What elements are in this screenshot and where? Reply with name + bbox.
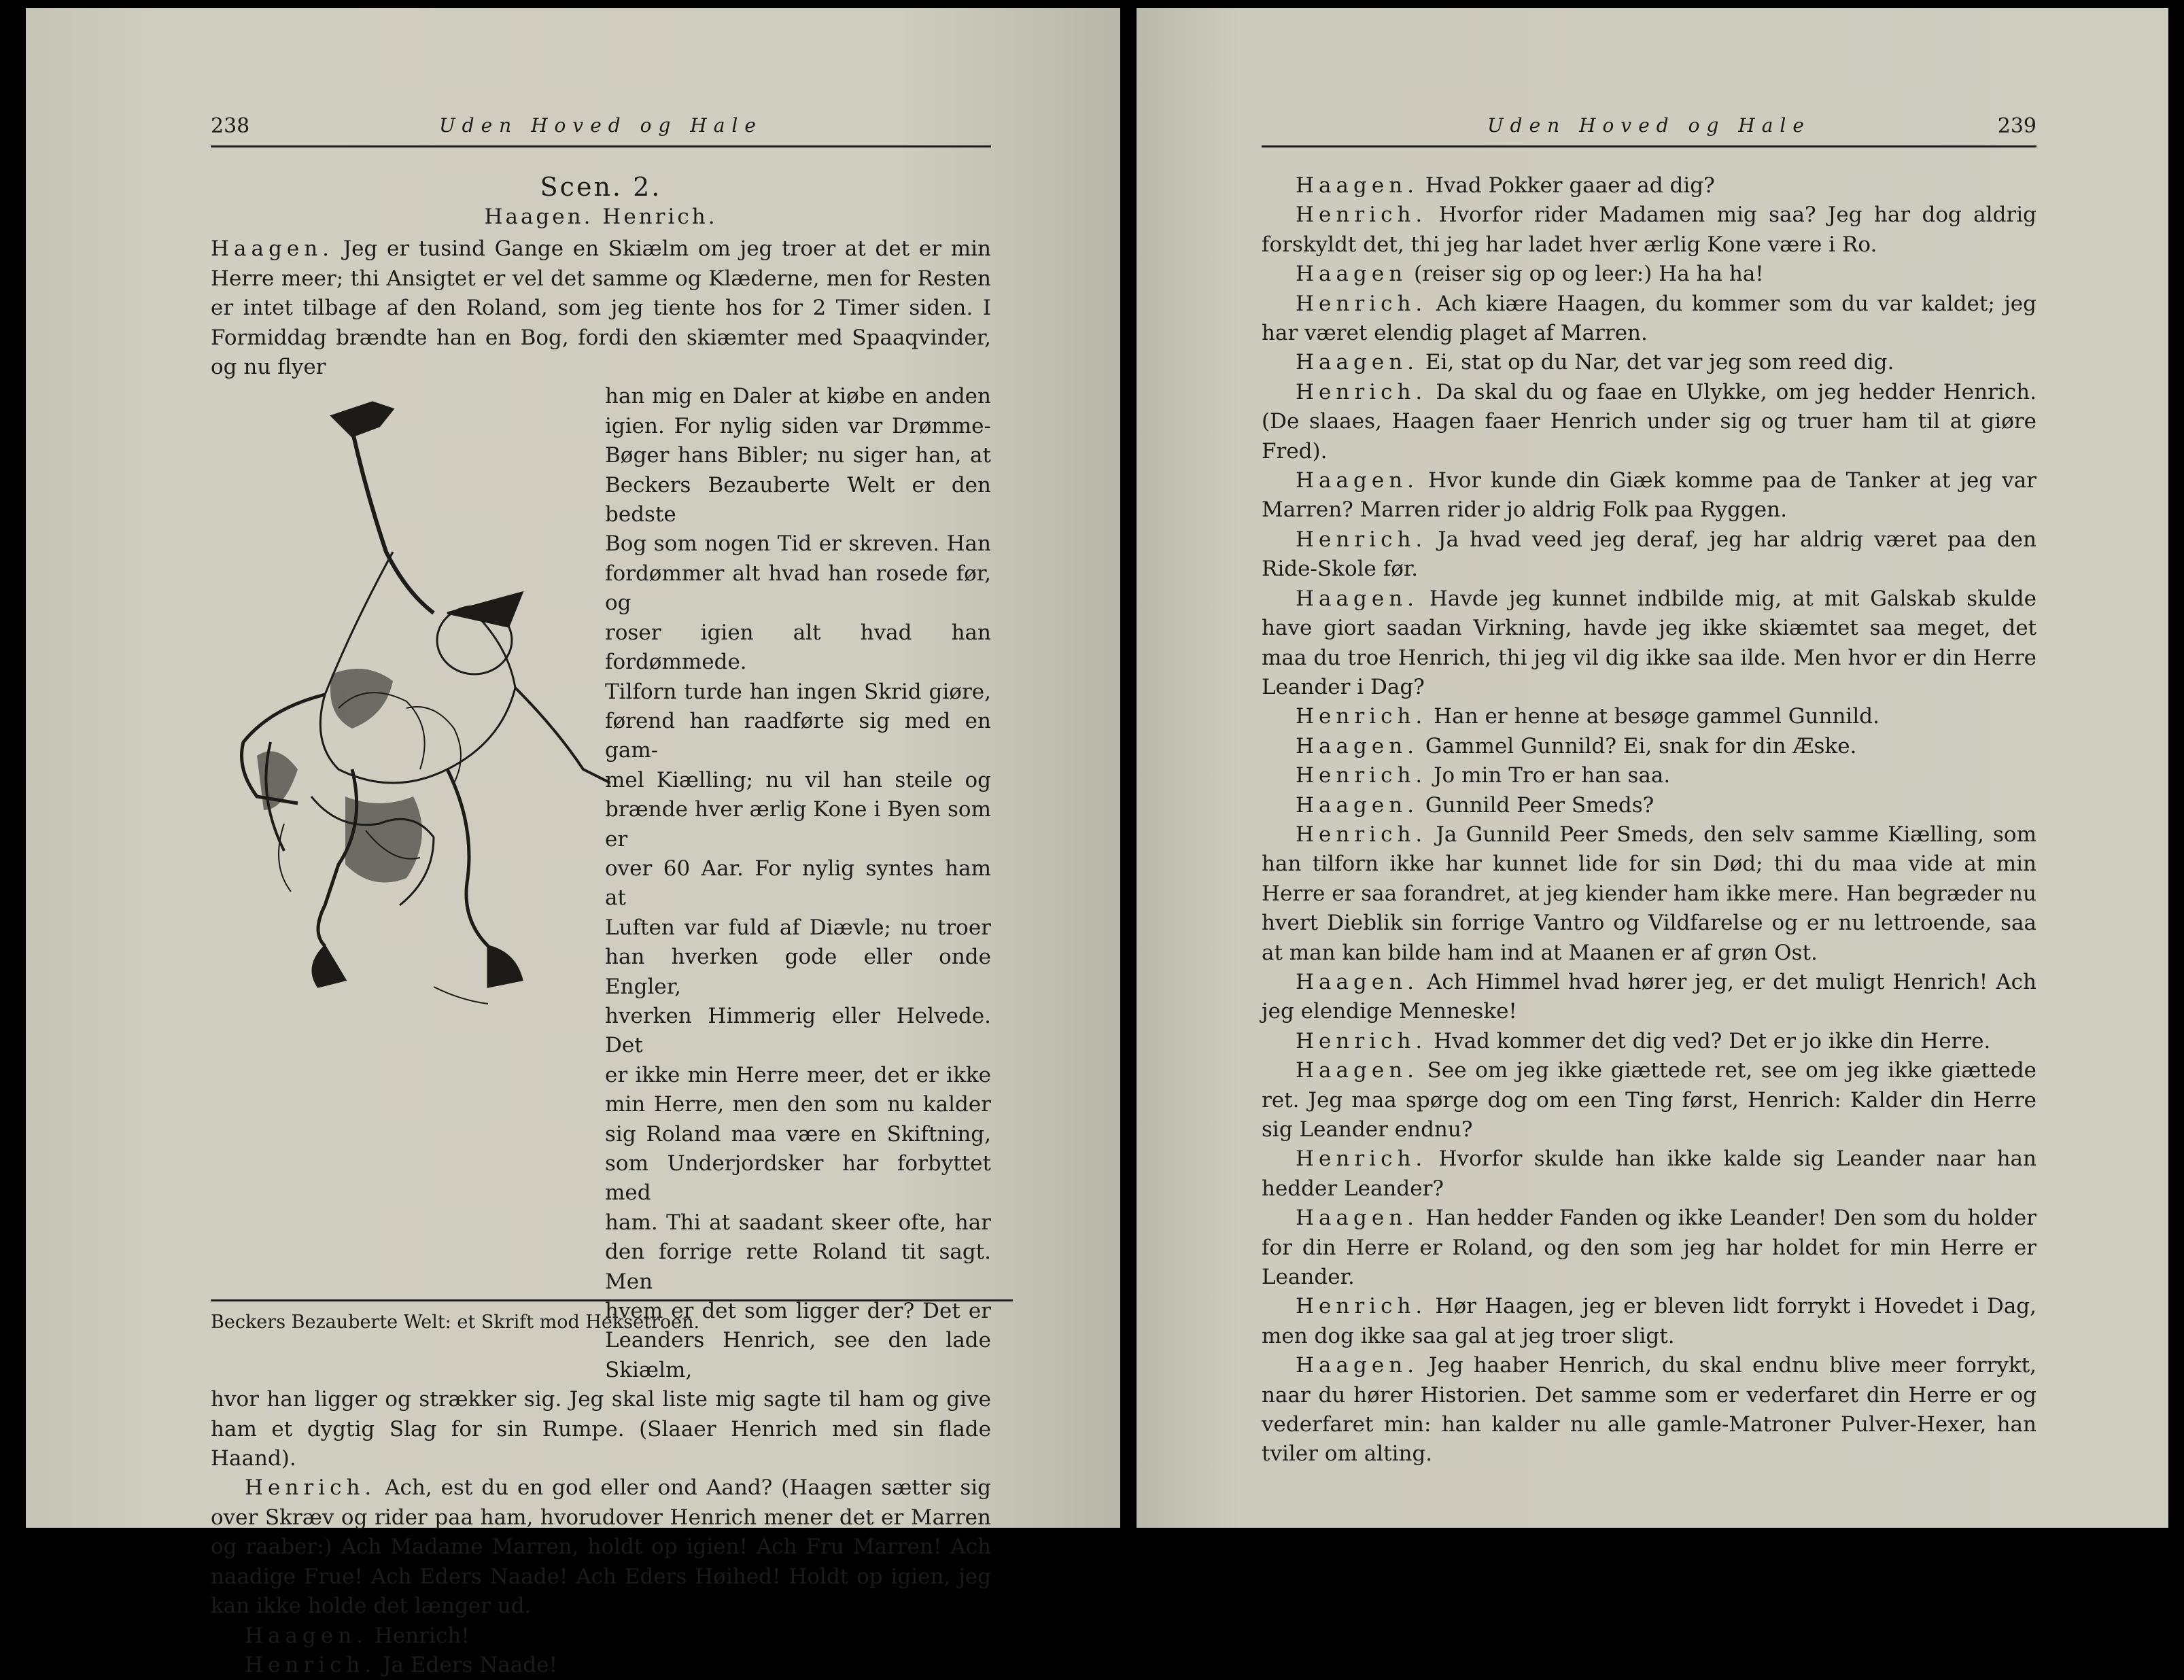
speaker-name: Haagen. xyxy=(1296,1206,1419,1231)
dialogue-text: hvor han ligger og strækker sig. Jeg skal liste mig sagte til ham og give ham et dygtig Slag for sin Rumpe. (Slaaer Henrich med sin flade Haand). xyxy=(211,1387,991,1471)
text-line: mel Kiælling; nu vil han steile og xyxy=(605,767,991,792)
dialogue-text: Henrich! xyxy=(374,1623,470,1648)
dialogue-paragraph xyxy=(1262,260,2036,289)
running-title: Uden Hoved og Hale xyxy=(439,114,763,137)
dialogue-paragraph xyxy=(211,1473,991,1621)
text-line: sig Roland maa være en Skiftning, xyxy=(605,1121,991,1147)
speaker-name: Henrich. xyxy=(1296,291,1427,316)
text-line: roser igien alt hvad han fordømmede. xyxy=(605,620,991,675)
speaker-name: Henrich. xyxy=(1296,1294,1427,1319)
speaker-name: Henrich. xyxy=(245,1652,377,1677)
text-line: Tilforn turde han ingen Skrid giøre, xyxy=(605,679,991,704)
speaker-name: Henrich. xyxy=(1296,1028,1427,1053)
text-line: Bøger hans Bibler; nu siger han, at xyxy=(605,443,991,468)
right-page xyxy=(1137,8,2168,1528)
page-number: 239 xyxy=(1997,114,2036,138)
speaker-name: Henrich. xyxy=(1296,822,1427,847)
speaker-name: Henrich. xyxy=(1296,1147,1427,1172)
speaker-name: Haagen. xyxy=(1296,733,1419,758)
text-line: han hverken gode eller onde Engler, xyxy=(605,945,991,999)
dialogue-text: See om jeg ikke giættede ret, see om jeg ikke giættede ret. Jeg maa spørge dog om een Ting først, Henrich: Kalder din Herre sig Leander endnu? xyxy=(1262,1058,2037,1142)
dialogue-paragraph xyxy=(1262,466,2036,525)
text-line: hverken Himmerig eller Helvede. Det xyxy=(605,1003,991,1058)
dialogue-paragraph xyxy=(1262,1144,2036,1204)
dialogue-paragraph xyxy=(1262,290,2036,349)
dialogue-paragraph xyxy=(1262,1204,2036,1292)
text-line: igien. For nylig siden var Drømme- xyxy=(605,413,991,438)
woodcut-illustration xyxy=(230,389,610,1014)
page-number: 238 xyxy=(211,114,250,138)
dialogue-text: Da skal du og faae en Ulykke, om jeg hedder Henrich. (De slaaes, Haagen faaer Henrich under sig og truer ham til at giøre Fred). xyxy=(1262,379,2036,463)
dialogue-text: Ja hvad veed jeg deraf, jeg har aldrig været paa den Ride-Skole før. xyxy=(1262,527,2036,582)
speaker-name: Haagen. xyxy=(1296,1058,1419,1083)
text-line: fordømmer alt hvad han rosede før, og xyxy=(605,561,991,616)
dialogue-paragraph xyxy=(1262,1351,2036,1469)
dialogue-text: Jo min Tro er han saa. xyxy=(1434,763,1671,788)
dialogue-paragraph xyxy=(1262,791,2036,820)
left-page xyxy=(26,8,1120,1677)
dialogue-paragraph xyxy=(211,1651,991,1680)
dialogue-text: Ei, stat op du Nar, det var jeg som reed dig. xyxy=(1425,350,1894,375)
text-line: Luften var fuld af Diævle; nu troer xyxy=(605,915,991,940)
text-line: over 60 Aar. For nylig syntes ham at xyxy=(605,856,991,911)
dialogue-paragraph xyxy=(1262,378,2036,466)
text-line: Bog som nogen Tid er skreven. Han xyxy=(605,531,991,557)
dialogue-text: Hvorfor skulde han ikke kalde sig Leander naar han hedder Leander? xyxy=(1262,1147,2036,1201)
running-header xyxy=(1262,110,2036,147)
text-column xyxy=(1262,171,2036,1469)
dialogue-text: Hvad kommer det dig ved? Det er jo ikke din Herre. xyxy=(1434,1028,1991,1053)
text-line: som Underjordsker har forbyttet med xyxy=(605,1151,991,1206)
dialogue-text: Hvad Pokker gaaer ad dig? xyxy=(1425,173,1715,198)
speaker-name: Haagen. xyxy=(1296,586,1419,611)
dialogue-text: Hvorfor rider Madamen mig saa? Jeg har dog aldrig forskyldt det, thi jeg har ladet hver ærlig Kone være i Ro. xyxy=(1262,203,2036,257)
speaker-name: Haagen. xyxy=(1296,350,1419,375)
dialogue-paragraph xyxy=(1262,820,2036,968)
speaker-name: Haagen. xyxy=(211,237,334,262)
dialogue-text: Ach Himmel hvad hører jeg, er det muligt Henrich! Ach jeg elendige Menneske! xyxy=(1262,969,2036,1024)
dialogue-paragraph xyxy=(1262,1056,2036,1144)
speaker-name: Haagen. xyxy=(1296,792,1419,818)
dialogue-text: Ja Eders Naade! xyxy=(383,1652,558,1677)
dialogue-text: Hør Haagen, jeg er bleven lidt forrykt i Hovedet i Dag, men dog ikke saa gal at jeg troer sligt. xyxy=(1262,1294,2036,1348)
dialogue-paragraph xyxy=(1262,584,2036,703)
text-line: førend han raadførte sig med en gam- xyxy=(605,708,991,763)
speaker-name: Henrich. xyxy=(1296,379,1427,404)
dialogue-text: Ach, est du en god eller ond Aand? (Haagen sætter sig over Skræv og rider paa ham, hvorudover Henrich mener det er Marren og raaber:) Ach Madame Marren, holdt op igien! Ach Fru Marren! Ach naadige Frue! Ach Eders Naade! Ach Eders Høihed! Holdt op igien, jeg kan ikke holde det længer ud. xyxy=(211,1475,992,1619)
speaker-name: Haagen. xyxy=(1296,969,1419,994)
dialogue-paragraph xyxy=(1262,348,2036,377)
dialogue-text: Havde jeg kunnet indbilde mig, at mit Galskab skulde have giort saadan Virkning, havde jeg ikke skiæmtet saa meget, det maa du troe Henrich, thi jeg vil dig ikke saa ilde. Men hvor er din Herre Leander i Dag? xyxy=(1262,586,2036,699)
dialogue-paragraph xyxy=(211,1622,991,1651)
dialogue-paragraph xyxy=(1262,1027,2036,1056)
text-line: brænde hver ærlig Kone i Byen som er xyxy=(605,797,991,852)
speaker-name: Henrich. xyxy=(1296,763,1427,788)
speaker-name: Henrich. xyxy=(245,1475,377,1501)
speaker-name: Haagen. xyxy=(1296,1353,1419,1378)
dialogue-paragraph xyxy=(1262,732,2036,761)
dialogue-paragraph xyxy=(1262,761,2036,790)
dialogue-paragraph xyxy=(1262,200,2036,260)
dialogue-text: Ja Gunnild Peer Smeds, den selv samme Kiælling, som han tilforn ikke har kunnet lide for sin Død; thi du maa vide at min Herre er saa forandret, at jeg kiender ham ikke mere. Han begræder nu hvert Dieblik sin forrige Vantro og Vildfarelse og er nu lettroende, saa at man kan bilde ham ind at Maanen er af grøn Ost. xyxy=(1262,822,2036,965)
speaker-name: Haagen. xyxy=(1296,173,1419,198)
dialogue-text: Hvor kunde din Giæk komme paa de Tanker at jeg var Marren? Marren rider jo aldrig Folk paa Ryggen. xyxy=(1262,468,2036,523)
text-line: Leanders Henrich, see den lade Skiælm, xyxy=(605,1328,991,1382)
dialogue-paragraph xyxy=(1262,1292,2036,1351)
text-line: Beckers Bezauberte Welt er den bedste xyxy=(605,472,991,527)
dialogue-text: Ach kiære Haagen, du kommer som du var kaldet; jeg har været elendig plaget af Marren. xyxy=(1262,291,2036,346)
dialogue-paragraph xyxy=(1262,702,2036,731)
footnote: Beckers Bezauberte Welt: et Skrift mod Heksetroen. xyxy=(211,1312,700,1333)
text-line: er ikke min Herre meer, det er ikke xyxy=(605,1062,991,1087)
dialogue-text: Jeg haaber Henrich, du skal endnu blive meer forrykt, naar du hører Historien. Det samme som er vederfaret din Herre er og vederfaret min: han kalder nu alle gamle-Matroner Pulver-Hexer, han tviler om alting. xyxy=(1262,1353,2036,1467)
speaker-name: Haagen. xyxy=(245,1623,368,1648)
dialogue-text: Jeg er tusind Gange en Skiælm om jeg troer at det er min Herre meer; thi Ansigtet er vel det samme og Klæderne, men for Resten er intet tilbage af den Roland, som jeg tiente hos for 2 Timer siden. I Formiddag brændte han en Bog, fordi den skiæmter med Spaaqvinder, og nu flyer xyxy=(211,237,991,380)
scene-characters: Haagen. Henrich. xyxy=(484,205,718,229)
wrapped-text-block xyxy=(605,382,991,1385)
speaker-name: Henrich. xyxy=(1296,704,1427,729)
dialogue-text: (reiser sig op og leer:) Ha ha ha! xyxy=(1414,262,1764,287)
dialogue-text: Gunnild Peer Smeds? xyxy=(1425,792,1654,818)
speaker-name: Haagen xyxy=(1296,262,1408,287)
dialogue-text: Gammel Gunnild? Ei, snak for din Æske. xyxy=(1425,733,1857,758)
text-line: min Herre, men den som nu kalder xyxy=(605,1092,991,1117)
speaker-name: Haagen. xyxy=(1296,468,1419,493)
dialogue-paragraph xyxy=(1262,968,2036,1027)
text-line: han mig en Daler at kiøbe en anden xyxy=(605,384,991,409)
running-title: Uden Hoved og Hale xyxy=(1487,114,1811,137)
text-line: ham. Thi at saadant skeer ofte, har xyxy=(605,1210,991,1235)
dialogue-text: Han er henne at besøge gammel Gunnild. xyxy=(1434,704,1879,729)
dialogue-paragraph xyxy=(211,234,991,382)
scene-title: Scen. 2. xyxy=(540,172,662,202)
text-line: hvem er det som ligger der? Det er xyxy=(605,1299,991,1324)
dialogue-text: Han hedder Fanden og ikke Leander! Den som du holder for din Herre er Roland, og den som jeg har holdet for min Herre er Leander. xyxy=(1262,1206,2036,1290)
speaker-name: Henrich. xyxy=(1296,203,1427,228)
dialogue-paragraph xyxy=(1262,171,2036,200)
dialogue-paragraph xyxy=(1262,525,2036,584)
footnote-rule xyxy=(211,1299,1013,1301)
speaker-name: Henrich. xyxy=(1296,527,1427,552)
running-header xyxy=(211,110,991,147)
text-line: den forrige rette Roland tit sagt. Men xyxy=(605,1240,991,1294)
